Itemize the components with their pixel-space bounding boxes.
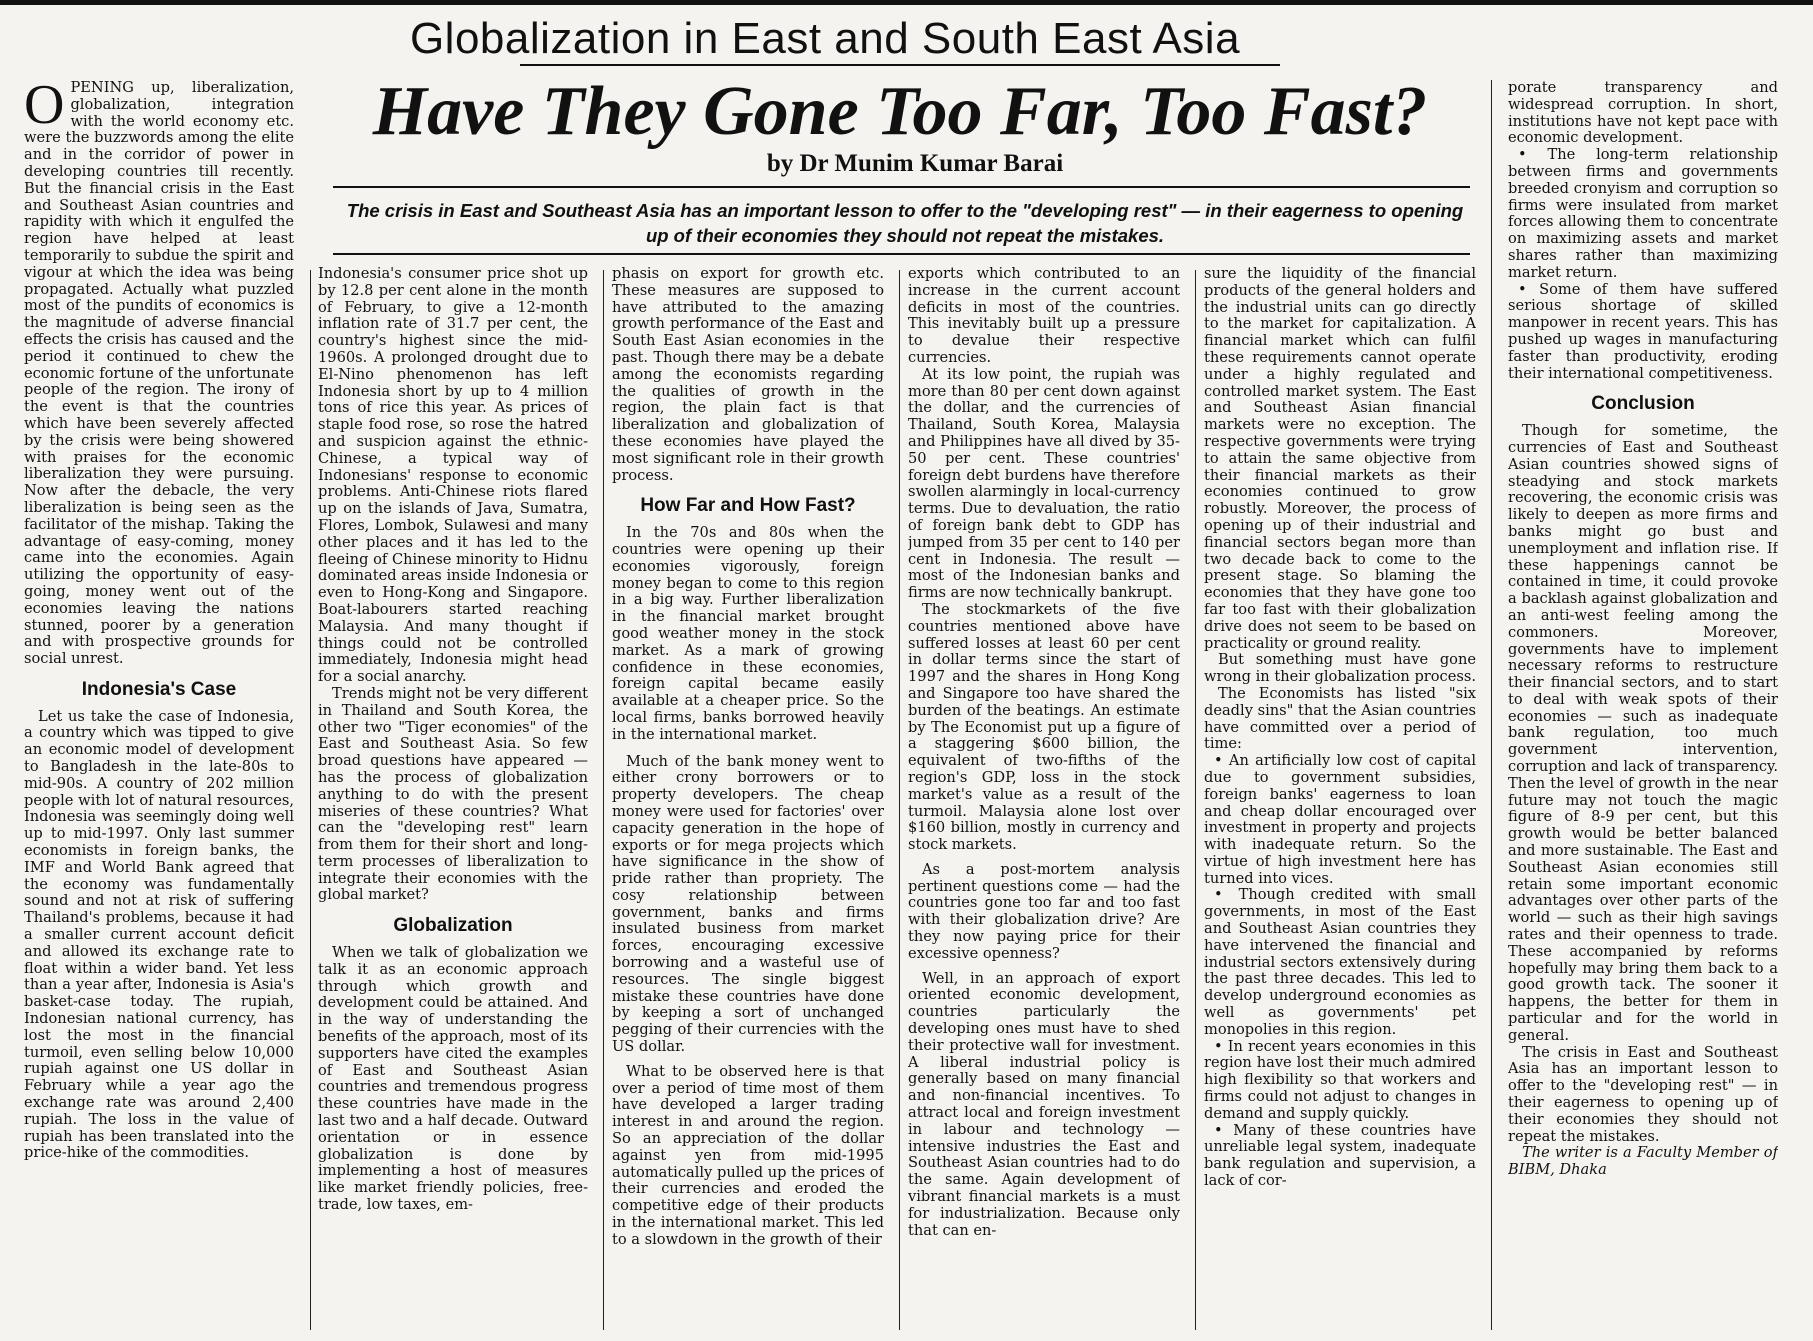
list-item: • Though credited with small governments, in most of the East and Southeast Asian countries they have intervened the financial and industrial sectors extensively during the past three decades. This led to develop underground economies as well as governments' pet monopolies in this region.: [1204, 886, 1476, 1038]
subhead-globalization: Globalization: [393, 915, 513, 937]
paragraph: Much of the bank money went to either crony borrowers or to property developers. The cheap money were used for factories' over capacity generation in the hope of exports or for mega projects which have significance in the show of pride rather than propriety. The cosy relationship between government, banks and firms insulated business from market forces, encouraging excessive borrowing and a wasteful use of resources. The single biggest mistake these countries have done by keeping a sort of unchanged pegging of their currencies with the US dollar.: [612, 752, 884, 1056]
paragraph: The stockmarkets of the five countries mentioned above have suffered losses at least 60 per cent in dollar terms since the start of 1997 and the shares in Hong Kong and Singapore too have shared the burden of the beatings. An estimate by The Economist put up a figure of a staggering $600 billion, the equivalent of two-fifths of the region's GDP, loss in the stock market's value as a result of the turmoil. Malaysia alone lost over $160 billion, mostly in currency and stock markets.: [908, 600, 1180, 854]
subhead-how-far-and-how-fast: How Far and How Fast?: [640, 495, 856, 517]
article-deck: The crisis in East and Southeast Asia has an important lesson to offer to the "developing rest" — in their eagerness to opening up of their economies they should not repeat the mistakes.: [346, 200, 1464, 246]
article-byline: by Dr Munim Kumar Barai: [766, 150, 1064, 177]
column-3: [612, 266, 884, 1334]
list-item: • Some of them have suffered serious shortage of skilled manpower in recent years. This has pushed up wages in manufacturing faster than productivity, eroding their international competitiveness.: [1508, 280, 1778, 382]
paragraph: phasis on export for growth etc. These measures are supposed to have attributed to the amazing growth performance of the East and South East Asian economies in the past. Though there may be a debate among the economists regarding the qualities of growth in the region, the plain fact is that liberalization and globalization of these economies have played the most significant role in their growth process.: [612, 266, 884, 484]
column-1: [24, 80, 294, 1330]
column-divider: [899, 270, 900, 1330]
paragraph: Though for sometime, the currencies of East and Southeast Asian countries showed signs of steadying and stock markets recovering, the economic crisis was likely to deepen as more firms and banks might go bust and unemployment and inflation rise. If these happenings cannot be contained in time, it could provoke a backlash against globalization and an anti-west feeling among the commoners. Moreover, governments have to implement necessary reforms to restructure their financial sectors, and to start to deal with weak spots of their economies — such as inadequate bank regulation, too much government intervention, corruption and lack of transparency. Then the level of growth in the near future may not touch the magic figure of 8-9 per cent, but this growth would be better balanced and more sustainable. The East and Southeast Asian economies still retain some important economic advantages over other parts of the world — such as their high savings rates and their openness to trade. These accompanied by reforms hopefully may bring them back to a good growth tack. The sooner it happens, the better for them in particular and for the world in general.: [1508, 422, 1778, 1044]
paragraph: The Economists has listed "six deadly sins" that the Asian countries have committed over a period of time:: [1204, 684, 1476, 753]
paragraph: When we talk of globalization we talk it as an economic approach through which growth and development could be attained. And in the way of understanding the benefits of the approach, most of its supporters have cited the examples of East and Southeast Asian countries and tremendous progress these countries have made in the last two and a half decade. Outward orientation or in essence globalization is done by implementing a host of measures like market friendly policies, free-trade, low taxes, em-: [318, 944, 588, 1214]
column-2: [318, 266, 588, 1334]
column-4: [908, 266, 1180, 1334]
author-credit: The writer is a Faculty Member of BIBM, Dhaka: [1508, 1144, 1778, 1179]
kicker-underline: [520, 64, 1280, 66]
column-6: [1508, 80, 1778, 1334]
paragraph: Trends might not be very different in Thailand and South Korea, the other two "Tiger economies" of the East and Southeast Asia. So few broad questions have appeared — has the process of globalization anything to do with the present miseries of these countries? What can the "developing rest" learn from them for their short and long-term processes of liberalization to integrate their economies with the global market?: [318, 684, 588, 904]
paragraph: As a post-mortem analysis pertinent questions come — had the countries gone too far and too fast with their globalization drive? Are they now paying price for their excessive openness?: [908, 860, 1180, 962]
paragraph: But something must have gone wrong in their globalization process.: [1204, 651, 1476, 686]
paragraph: porate transparency and widespread corruption. In short, institutions have not kept pace with economic development.: [1508, 80, 1778, 147]
deck-bottom-rule: [333, 253, 1470, 255]
column-5: [1204, 266, 1476, 1334]
list-item: • In recent years economies in this region have lost their much admired high flexibility so that workers and firms could not adjust to changes in demand and supply quickly.: [1204, 1037, 1476, 1122]
paragraph: The crisis in East and Southeast Asia has an important lesson to offer to the "developing rest" — in their eagerness to opening up of their economies they should not repeat the mistakes.: [1508, 1043, 1778, 1145]
subhead-indonesias-case: Indonesia's Case: [81, 678, 237, 700]
paragraph: exports which contributed to an increase in the current account deficits in most of the countries. This inevitably built up a pressure to devalue their respective currencies.: [908, 266, 1180, 366]
paragraph: What to be observed here is that over a period of time most of them have developed a larger trading interest in and around the region. So an appreciation of the dollar against yen from mid-1995 automatically pulled up the prices of their currencies and eroded the competitive edge of their products in the international market. This led to a slowdown in the growth of their: [612, 1062, 884, 1248]
paragraph: Indonesia's consumer price shot up by 12.8 per cent alone in the month of February, to give a 12-month inflation rate of 31.7 per cent, the country's highest since the mid-1960s. A prolonged drought due to El-Nino phenomenon has left Indonesia short by up to 4 million tons of rice this year. As prices of staple food rose, so rose the hatred and suspicion against the ethnic-Chinese, a typical way of Indonesians' response to economic problems. Anti-Chinese riots flared up on the islands of Java, Sumatra, Flores, Lombok, Sulawesi and many other places and it has led to the fleeing of Chinese minority to Hidnu dominated areas inside Indonesia or even to Hong-Kong and Singapore. Boat-labourers started reaching Malaysia. And many thought if things could not be controlled immediately, Indonesia might head for a social anarchy.: [318, 266, 588, 686]
paragraph: Well, in an approach of export oriented economic development, countries particularly the developing ones must have to shed their protective wall for investment. A liberal industrial policy is generally based on many financial and non-financial incentives. To attract local and foreign investment in labour and technology — intensive industries the East and Southeast Asian countries had to do the same. Again development of vibrant financial markets is a must for industrialization. Because only that can en-: [908, 969, 1180, 1239]
column-divider: [310, 270, 311, 1330]
subhead-conclusion: Conclusion: [1591, 393, 1695, 415]
paragraph: At its low point, the rupiah was more than 80 per cent down against the dollar, and the currencies of Thailand, South Korea, Malaysia and Philippines have all dived by 35-50 per cent. These countries' foreign debt burdens have therefore swollen alarmingly in local-currency terms. Due to devaluation, the ratio of foreign bank debt to GDP has jumped from 35 per cent to 140 per cent in Indonesia. The result — most of the Indonesian banks and firms are now technically bankrupt.: [908, 365, 1180, 602]
list-item: • An artificially low cost of capital due to government subsidies, foreign banks' eagerness to loan and cheap dollar encouraged over investment in property and projects with inadequate return. So the virtue of high investment here has turned into vices.: [1204, 752, 1476, 887]
list-item: • Many of these countries have unreliable legal system, inadequate bank regulation and supervision, a lack of cor-: [1204, 1121, 1476, 1190]
article-kicker: Globalization in East and South East Asia: [409, 14, 1241, 63]
opening-paragraph: OPENING up, liberalization, globalization, integration with the world economy etc. were the buzzwords among the elite and in the corridor of power in developing countries till recently. But the financial crisis in the East and Southeast Asian countries and rapidity with which it engulfed the region have helped at least temporarily to subdue the spirit and vigour at which the idea was being propagated. Actually what puzzled most of the pundits of economics is the magnitude of adverse financial effects the crisis has caused and the period it continued to chew the economic fortune of the unfortunate people of the region. The irony of the event is that the countries which have been severely affected by the crisis were being showered with praises for the economic liberalization they were pursuing. Now after the debacle, the very liberalization is being seen as the facilitator of the mishap. Taking the advantage of easy-coming, money came into the economies. Again utilizing the opportunity of easy-going, money went out of the economies leaving the nations stunned, poorer by a generation and with prospective grounds for social unrest.: [24, 80, 294, 668]
paragraph: In the 70s and 80s when the countries were opening up their economies vigorously, foreign money began to come to this region in a big way. Further liberalization in the financial market brought good weather money in the stock market. As a mark of growing confidence in these economies, foreign capital became easily available at a cheaper price. So the local firms, banks borrowed heavily in the international market.: [612, 524, 884, 743]
drop-cap: O: [24, 80, 65, 136]
article-headline: Have They Gone Too Far, Too Fast?: [372, 73, 1428, 150]
deck-top-rule: [333, 186, 1470, 188]
column-divider: [1491, 80, 1492, 1330]
paragraph: sure the liquidity of the financial products of the general holders and the industrial units can go directly to the market for capitalization. A financial market which can fulfil these requirements cannot operate under a highly regulated and controlled market system. The East and Southeast Asian financial markets were no exception. The respective governments were trying to attain the same objective from their financial markets as their economies continued to grow robustly. Moreover, the process of opening up of their industrial and financial sectors began more than two decade back to come to the present stage. So blaming the economies that they have gone too far too fast with their globalization drive does not seem to be based on practicality or ground reality.: [1204, 266, 1476, 652]
list-item: • The long-term relationship between firms and governments breeded cronyism and corruption so firms were insulated from market forces allowing them to concentrate on maximizing assets and market shares rather than maximizing market return.: [1508, 146, 1778, 281]
paragraph: Let us take the case of Indonesia, a country which was tipped to give an economic model of development to Bangladesh in the late-80s to mid-90s. A country of 202 million people with lot of natural resources, Indonesia was seemingly doing well up to mid-1997. Only last summer economists in foreign banks, the IMF and World Bank agreed that the economy was fundamentally sound and not at risk of suffering Thailand's problems, because it had a smaller current account deficit and allowed its exchange rate to float within a wider band. Yet less than a year after, Indonesia is Asia's basket-case today. The rupiah, Indonesian national currency, has lost the most in the financial turmoil, even selling below 10,000 rupiah against one US dollar in February while a year ago the exchange rate was around 2,400 rupiah. The loss in the value of rupiah has been translated into the price-hike of the commodities.: [24, 707, 294, 1162]
top-border-rule: [0, 0, 1813, 5]
column-divider: [1195, 270, 1196, 1330]
column-divider: [603, 270, 604, 1330]
